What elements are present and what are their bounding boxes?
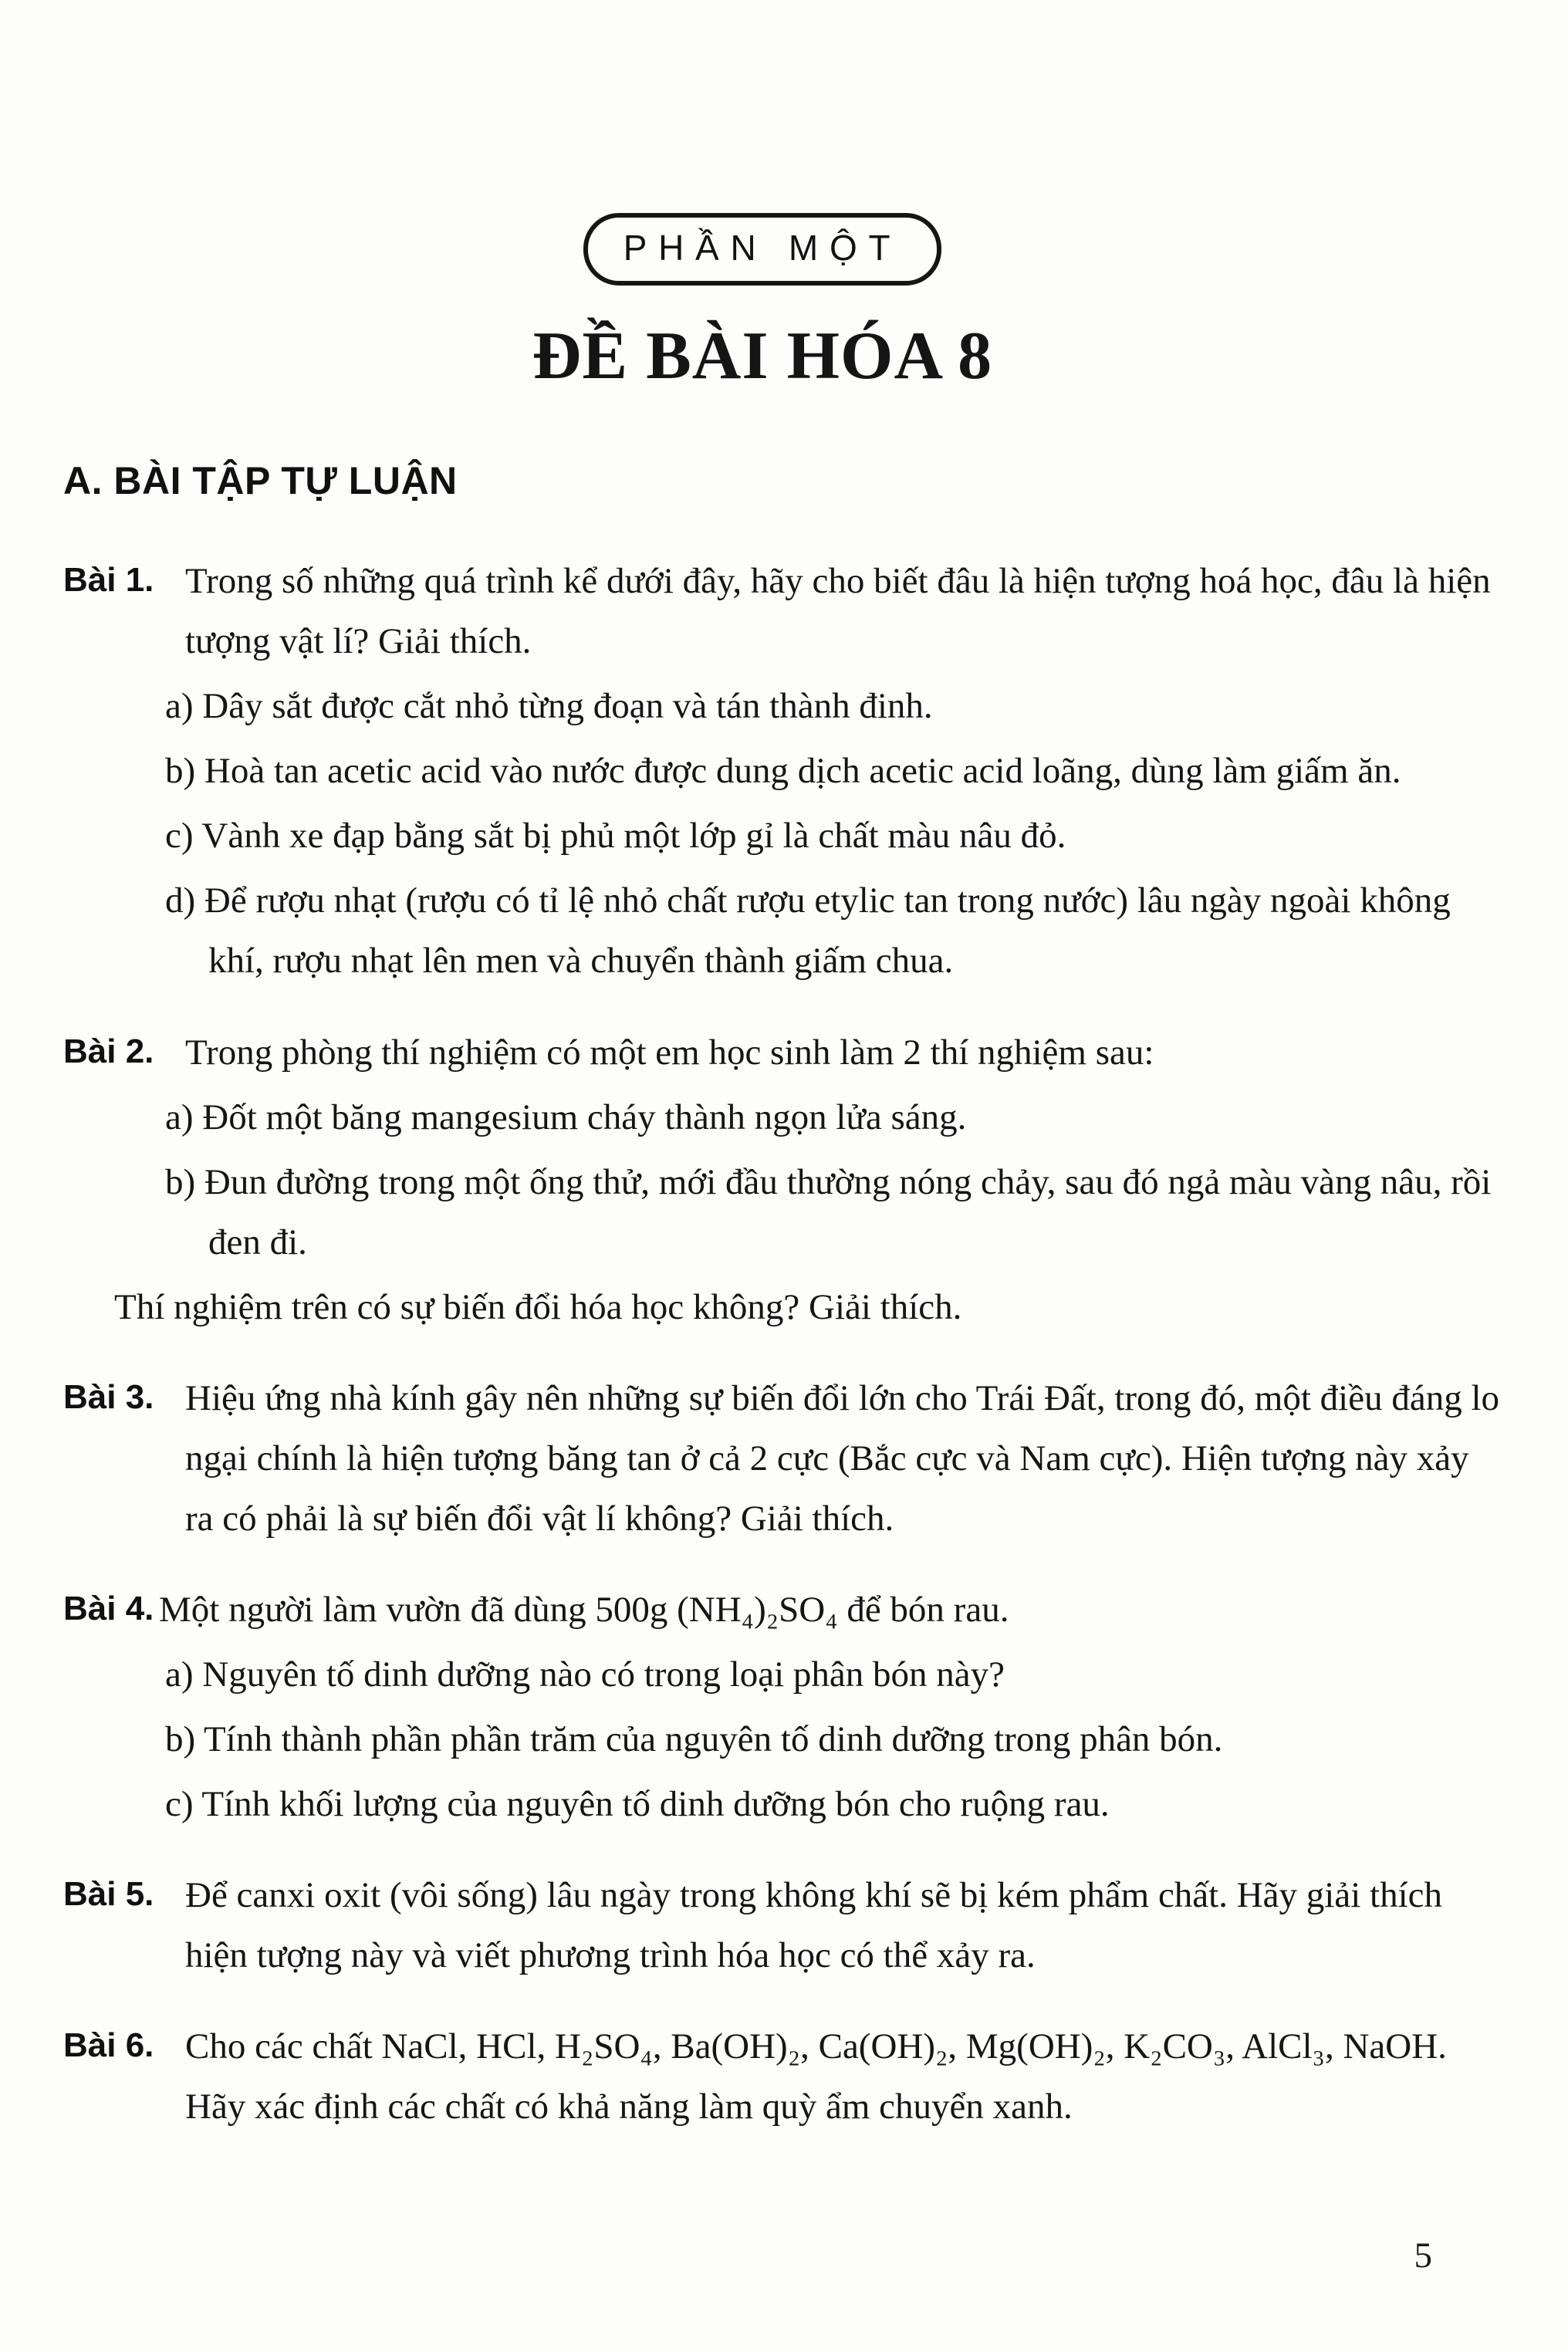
exercise-item: c) Tính khối lượng của nguyên tố dinh dưỡng bón cho ruộng rau. <box>165 1783 1110 1824</box>
exercise-intro: Để canxi oxit (vôi sống) lâu ngày trong không khí sẽ bị kém phẩm chất. Hãy giải thích hiện tượng này và viết phương trình hóa học có thể xảy ra. <box>185 1874 1442 1975</box>
exercise-intro: Hiệu ứng nhà kính gây nên những sự biến đổi lớn cho Trái Đất, trong đó, một điều đáng lo ngại chính là hiện tượng băng tan ở cả 2 cực (Bắc cực và Nam cực). Hiện tượng này xảy ra có phải là sự biến đổi vật lí không? Giải thích. <box>185 1377 1500 1539</box>
exercise-3-head <box>63 1368 1505 1549</box>
exercise-label: Bài 6. <box>63 2026 154 2064</box>
exercise-intro: Một người làm vườn đã dùng 500g (NH₄)₂SO₄ để bón rau. <box>159 1589 1009 1630</box>
exercise-item: a) Nguyên tố dinh dưỡng nào có trong loại phân bón này? <box>165 1654 1005 1695</box>
exercise-6 <box>63 2016 1505 2137</box>
exercise-2 <box>63 1022 1505 1337</box>
exercise-1 <box>63 551 1505 991</box>
exercise-label: Bài 4. <box>63 1589 154 1627</box>
page-number: 5 <box>1414 2235 1432 2276</box>
exercise-item: b) Hoà tan acetic acid vào nước được dung dịch acetic acid loãng, dùng làm giấm ăn. <box>165 751 1401 792</box>
exercise-intro: Trong số những quá trình kể dưới đây, hãy cho biết đâu là hiện tượng hoá học, đâu là hiện tượng vật lí? Giải thích. <box>185 561 1491 662</box>
exercise-item: b) Tính thành phần phần trăm của nguyên tố dinh dưỡng trong phân bón. <box>165 1718 1223 1759</box>
exercise-label: Bài 2. <box>63 1032 154 1070</box>
exercise-item: a) Đốt một băng mangesium cháy thành ngọn lửa sáng. <box>165 1097 967 1137</box>
exercise-3 <box>63 1368 1505 1549</box>
exercise-5-head <box>63 1865 1505 1985</box>
exercise-label: Bài 1. <box>63 561 154 600</box>
part-badge-wrap <box>42 0 1483 286</box>
exercise-5 <box>63 1865 1505 1985</box>
exercise-item: c) Vành xe đạp bằng sắt bị phủ một lớp gỉ là chất màu nâu đỏ. <box>165 816 1066 857</box>
exercise-intro: Cho các chất NaCl, HCl, H₂SO₄, Ba(OH)₂, Ca(OH)₂, Mg(OH)₂, K₂CO₃, AlCl₃, NaOH. Hãy xác định các chất có khả năng làm quỳ ẩm chuyển xanh. <box>185 2026 1447 2127</box>
exercise-intro: Trong phòng thí nghiệm có một em học sinh làm 2 thí nghiệm sau: <box>185 1032 1154 1073</box>
exercise-label: Bài 3. <box>63 1377 154 1416</box>
exercise-closing: Thí nghiệm trên có sự biến đổi hóa học không? Giải thích. <box>114 1286 962 1327</box>
part-badge: PHẦN MỘT <box>583 213 942 286</box>
exercise-item: d) Để rượu nhạt (rượu có tỉ lệ nhỏ chất rượu etylic tan trong nước) lâu ngày ngoài không khí, rượu nhạt lên men và chuyển thành giấm chua. <box>165 880 1451 982</box>
exercise-item: a) Dây sắt được cắt nhỏ từng đoạn và tán thành đinh. <box>165 686 933 727</box>
section-heading: A. BÀI TẬP TỰ LUẬN <box>63 459 458 503</box>
exercise-1-head <box>63 551 1505 671</box>
exercise-2-head <box>63 1022 1505 1083</box>
exercise-item: b) Đun đường trong một ống thử, mới đầu thường nóng chảy, sau đó ngả màu vàng nâu, rồi đen đi. <box>165 1161 1492 1262</box>
exercise-4-head <box>63 1580 1505 1640</box>
page-header <box>42 0 1483 392</box>
exercise-6-head <box>63 2016 1505 2137</box>
exercise-4 <box>63 1580 1505 1834</box>
exercise-label: Bài 5. <box>63 1874 154 1913</box>
page-title: ĐỀ BÀI HÓA 8 <box>532 319 993 394</box>
